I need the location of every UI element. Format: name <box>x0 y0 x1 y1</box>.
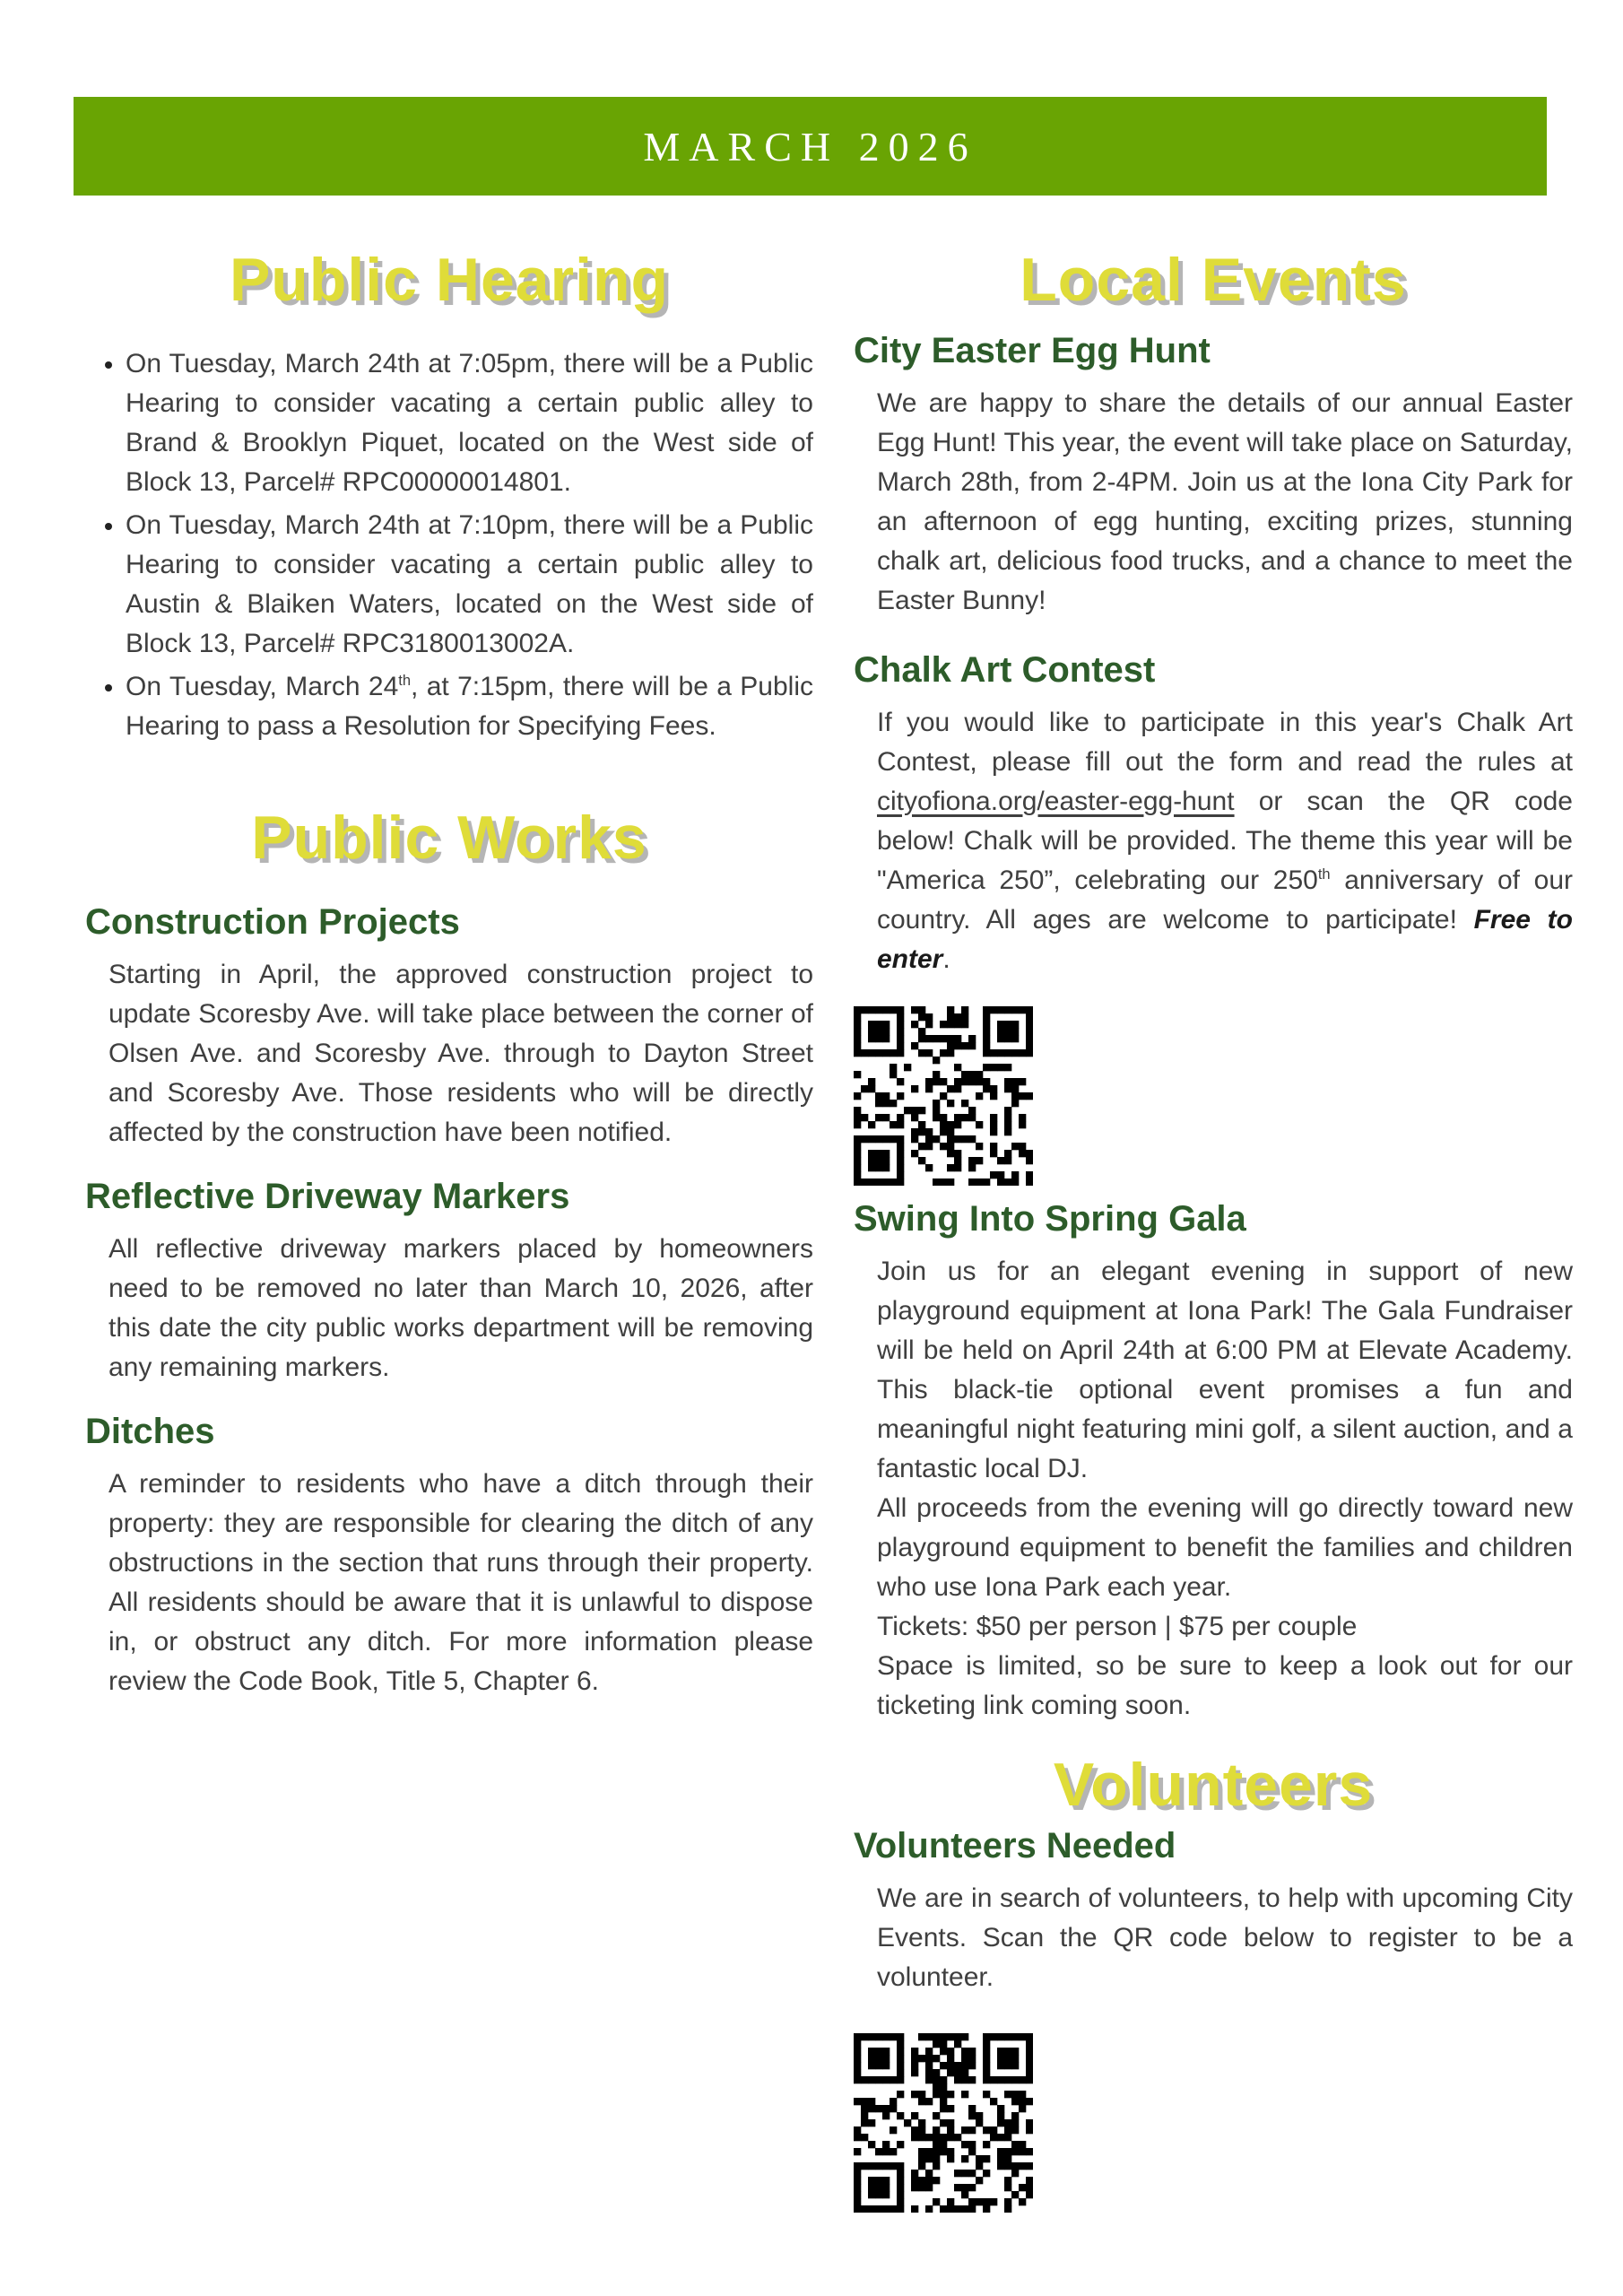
easter-egg-hunt-heading: City Easter Egg Hunt <box>854 330 1211 370</box>
construction-projects-heading: Construction Projects <box>85 902 460 943</box>
public-hearing-title: Public Hearing <box>229 246 670 314</box>
spring-gala-paragraph-1: Join us for an elegant evening in support of new playground equipment at Iona Park! The Gala Fundraiser will be held on April 24th at 6:00 PM at Elevate Academy. This black-tie optional event promises a fun and meaningful night featuring mini golf, a silent auction, and a fantastic local DJ. <box>877 1256 1573 1483</box>
public-hearing-bullet-list <box>85 344 813 746</box>
month-banner <box>74 97 1547 196</box>
bullet-item-1: • On Tuesday, March 24th at 7:05pm, there will be a Public Hearing to consider vacating a certain public alley to Brand & Brooklyn Piquet, located on the West side of Block 13, Parcel# RPC00000014801. <box>126 344 813 502</box>
left-column <box>85 244 813 1701</box>
chalk-art-contest-heading: Chalk Art Contest <box>854 649 1156 690</box>
chalk-art-qr-code <box>854 1006 1541 1186</box>
spring-gala-tickets-line: Tickets: $50 per person | $75 per couple <box>877 1611 1358 1641</box>
qr-code-icon <box>854 1006 1033 1186</box>
bullet-item-2: • On Tuesday, March 24th at 7:10pm, there will be a Public Hearing to consider vacating a certain public alley to Austin & Blaiken Waters, located on the West side of Block 13, Parcel# RPC3180013002A. <box>126 506 813 664</box>
volunteer-qr-code <box>854 2033 1496 2213</box>
spring-gala-paragraph-2: All proceeds from the evening will go directly toward new playground equipment to benefit the families and children who use Iona Park each year. <box>877 1492 1573 1602</box>
ditches-paragraph: A reminder to residents who have a ditch through their property: they are responsible for clearing the ditch of any obstructions in the section that runs through their property. All residents should be aware that it is unlawful to dispose in, or obstruct any ditch. For more information please review the Code Book, Title 5, Chapter 6. <box>108 1469 813 1697</box>
easter-egg-hunt-paragraph: We are happy to share the details of our annual Easter Egg Hunt! This year, the event will take place on Saturday, March 28th, from 2-4PM. Join us at the Iona City Park for an afternoon of egg hunting, exciting prizes, stunning chalk art, delicious food trucks, and a chance to meet the Easter Bunny! <box>877 387 1573 615</box>
qr-code-icon <box>854 2033 1033 2213</box>
right-column <box>854 244 1573 2213</box>
reflective-markers-heading: Reflective Driveway Markers <box>85 1177 570 1217</box>
spring-gala-paragraphs <box>854 1252 1573 1726</box>
volunteers-title: Volunteers <box>1053 1750 1374 1819</box>
local-events-title: Local Events <box>1020 246 1407 314</box>
spring-gala-heading: Swing Into Spring Gala <box>854 1198 1246 1239</box>
reflective-markers-paragraph: All reflective driveway markers placed by homeowners need to be removed no later than March 10, 2026, after this date the city public works department will be removing any remaining markers. <box>108 1234 813 1383</box>
volunteers-needed-paragraph: We are in search of volunteers, to help with upcoming City Events. Scan the QR code below to register to be a volunteer. <box>877 1883 1573 1993</box>
spring-gala-paragraph-3: Space is limited, so be sure to keep a look out for our ticketing link coming soon. <box>877 1650 1573 1720</box>
bullet-item-3: • On Tuesday, March 24th, at 7:15pm, there will be a Public Hearing to pass a Resolution for Specifying Fees. <box>126 667 813 746</box>
volunteers-needed-heading: Volunteers Needed <box>854 1826 1176 1866</box>
month-banner-title: MARCH 2026 <box>643 123 977 170</box>
public-works-title: Public Works <box>251 803 647 872</box>
easter-egg-hunt-link[interactable]: cityofiona.org/easter-egg-hunt <box>877 786 1235 816</box>
chalk-art-contest-paragraph: If you would like to participate in this year's Chalk Art Contest, please fill out the form and read the rules at cityofiona.org/easter-egg-hunt or scan the QR code below! Chalk will be provided. The theme this year will be "America 250”, celebrating our 250th anniversary of our country. All ages are welcome to participate! Free to enter. <box>877 707 1573 974</box>
ditches-heading: Ditches <box>85 1412 215 1452</box>
construction-projects-paragraph: Starting in April, the approved construction project to update Scoresby Ave. will take place between the corner of Olsen Ave. and Scoresby Ave. through to Dayton Street and Scoresby Ave. Those residents who will be directly affected by the construction have been notified. <box>108 960 813 1148</box>
